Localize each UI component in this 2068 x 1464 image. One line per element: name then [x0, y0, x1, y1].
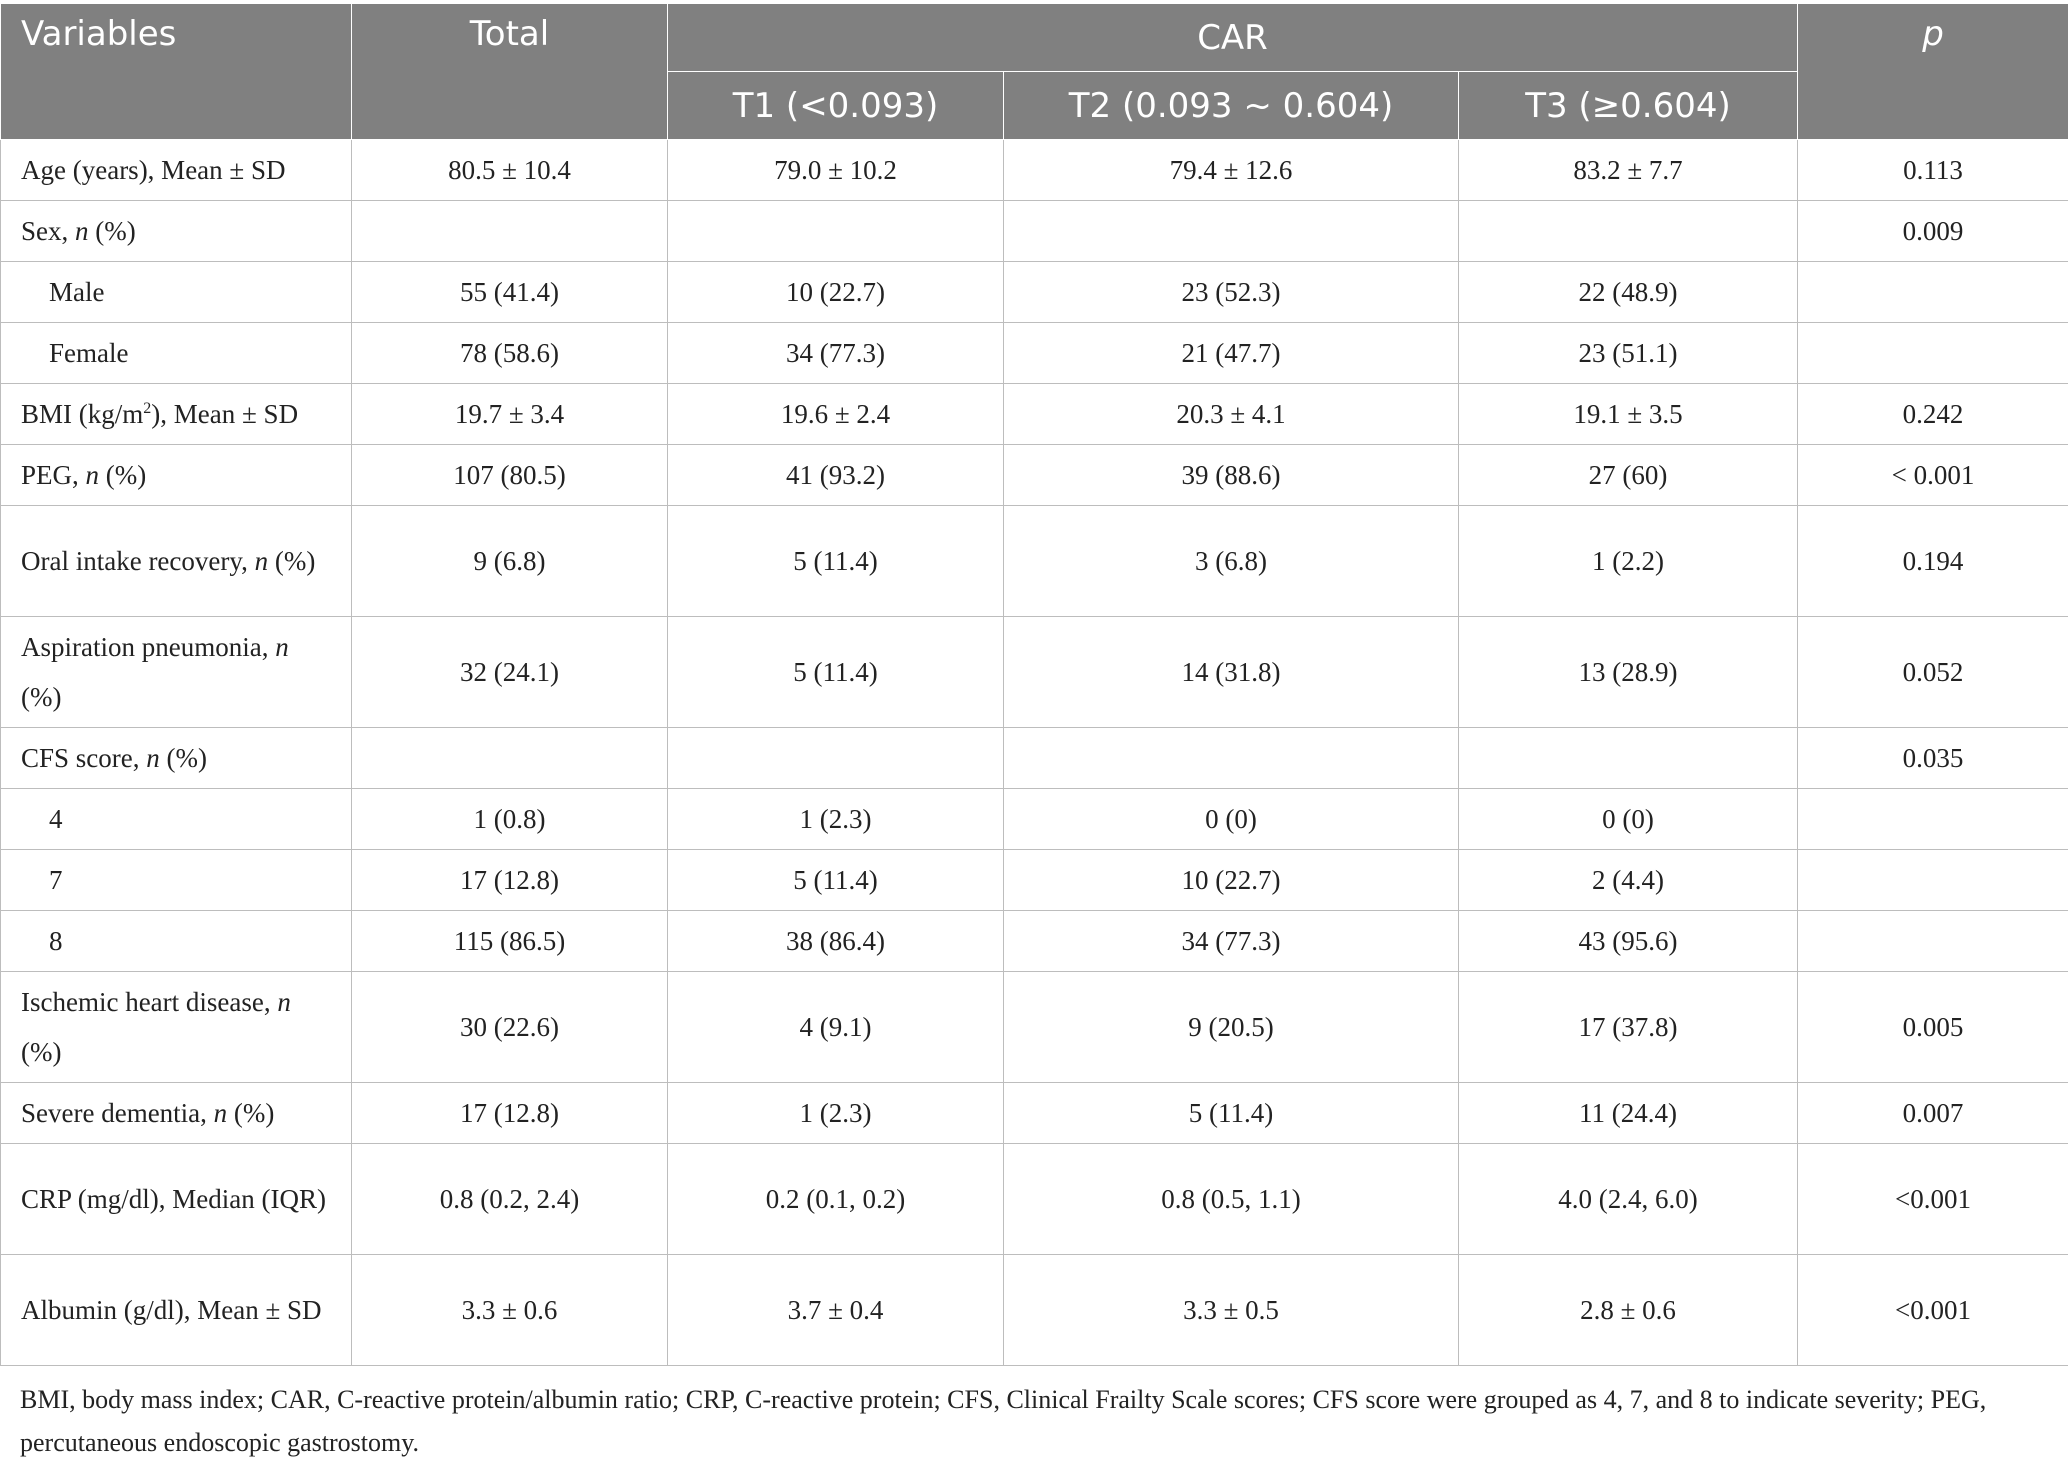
- cell-total: 9 (6.8): [352, 506, 668, 617]
- row-label: Sex, n (%): [1, 201, 352, 262]
- table-row: [1, 617, 2068, 728]
- cell-total: 55 (41.4): [352, 262, 668, 323]
- cell-t3: 2.8 ± 0.6: [1459, 1255, 1798, 1366]
- row-label: Aspiration pneumonia, n (%): [1, 617, 352, 728]
- cell-p: 0.113: [1798, 140, 2068, 201]
- cell-p: [1798, 323, 2068, 384]
- cell-t1: 0.2 (0.1, 0.2): [668, 1144, 1004, 1255]
- cell-t2: [1004, 201, 1459, 262]
- cell-t2: 5 (11.4): [1004, 1083, 1459, 1144]
- cell-total: 17 (12.8): [352, 1083, 668, 1144]
- header-p-value: p: [1798, 4, 2068, 140]
- cell-t3: 17 (37.8): [1459, 972, 1798, 1083]
- table-row: [1, 911, 2068, 972]
- row-label: 4: [1, 789, 352, 850]
- table-row: [1, 850, 2068, 911]
- cell-p: 0.052: [1798, 617, 2068, 728]
- cell-t3: 23 (51.1): [1459, 323, 1798, 384]
- cell-t3: 2 (4.4): [1459, 850, 1798, 911]
- cell-p: <0.001: [1798, 1144, 2068, 1255]
- row-label: 8: [1, 911, 352, 972]
- cell-total: 78 (58.6): [352, 323, 668, 384]
- cell-total: 30 (22.6): [352, 972, 668, 1083]
- cell-t1: 38 (86.4): [668, 911, 1004, 972]
- cell-p: 0.242: [1798, 384, 2068, 445]
- cell-t2: 3.3 ± 0.5: [1004, 1255, 1459, 1366]
- cell-p: [1798, 262, 2068, 323]
- cell-t2: 21 (47.7): [1004, 323, 1459, 384]
- cell-t2: 0 (0): [1004, 789, 1459, 850]
- cell-p: < 0.001: [1798, 445, 2068, 506]
- cell-t3: [1459, 728, 1798, 789]
- table-row: [1, 1144, 2068, 1255]
- cell-t3: [1459, 201, 1798, 262]
- cell-total: 107 (80.5): [352, 445, 668, 506]
- cell-t1: 10 (22.7): [668, 262, 1004, 323]
- cell-t2: 14 (31.8): [1004, 617, 1459, 728]
- table-row: [1, 445, 2068, 506]
- table-row: [1, 789, 2068, 850]
- cell-t3: 13 (28.9): [1459, 617, 1798, 728]
- header-t3: T3 (≥0.604): [1459, 72, 1798, 140]
- cell-p: 0.007: [1798, 1083, 2068, 1144]
- cell-p: [1798, 850, 2068, 911]
- row-label: Severe dementia, n (%): [1, 1083, 352, 1144]
- cell-t3: 11 (24.4): [1459, 1083, 1798, 1144]
- cell-t1: 34 (77.3): [668, 323, 1004, 384]
- header-variables: Variables: [1, 4, 352, 140]
- row-label: CRP (mg/dl), Median (IQR): [1, 1144, 352, 1255]
- cell-t1: 19.6 ± 2.4: [668, 384, 1004, 445]
- cell-t3: 19.1 ± 3.5: [1459, 384, 1798, 445]
- cell-t2: [1004, 728, 1459, 789]
- header-t2: T2 (0.093 ~ 0.604): [1004, 72, 1459, 140]
- cell-t1: [668, 728, 1004, 789]
- cell-total: 1 (0.8): [352, 789, 668, 850]
- cell-p: 0.009: [1798, 201, 2068, 262]
- cell-t2: 23 (52.3): [1004, 262, 1459, 323]
- row-label: Male: [1, 262, 352, 323]
- cell-total: 0.8 (0.2, 2.4): [352, 1144, 668, 1255]
- table-row: [1, 972, 2068, 1083]
- cell-t1: 1 (2.3): [668, 1083, 1004, 1144]
- cell-t1: 79.0 ± 10.2: [668, 140, 1004, 201]
- row-label: Age (years), Mean ± SD: [1, 140, 352, 201]
- cell-t1: 5 (11.4): [668, 506, 1004, 617]
- cell-t3: 43 (95.6): [1459, 911, 1798, 972]
- cell-total: 3.3 ± 0.6: [352, 1255, 668, 1366]
- cell-t2: 10 (22.7): [1004, 850, 1459, 911]
- cell-total: 19.7 ± 3.4: [352, 384, 668, 445]
- cell-p: [1798, 789, 2068, 850]
- cell-total: 17 (12.8): [352, 850, 668, 911]
- cell-t1: 4 (9.1): [668, 972, 1004, 1083]
- table-row: [1, 1083, 2068, 1144]
- cell-p: [1798, 911, 2068, 972]
- cell-t2: 9 (20.5): [1004, 972, 1459, 1083]
- cell-t1: 5 (11.4): [668, 850, 1004, 911]
- cell-t2: 3 (6.8): [1004, 506, 1459, 617]
- cell-t3: 83.2 ± 7.7: [1459, 140, 1798, 201]
- table-row: [1, 728, 2068, 789]
- table-row: [1, 140, 2068, 201]
- table-footnote: BMI, body mass index; CAR, C-reactive protein/albumin ratio; CRP, C-reactive protein; CFS, Clinical Frailty Scale scores; CFS score were grouped as 4, 7, and 8 to indicate severity; PEG, percutaneous endoscopic gastrostomy.: [20, 1378, 2050, 1464]
- table-body: [1, 140, 2068, 1366]
- characteristics-table: [0, 4, 2068, 1366]
- row-label: Albumin (g/dl), Mean ± SD: [1, 1255, 352, 1366]
- cell-t1: 1 (2.3): [668, 789, 1004, 850]
- cell-p: 0.035: [1798, 728, 2068, 789]
- header-total: Total: [352, 4, 668, 140]
- table-row: [1, 384, 2068, 445]
- cell-t3: 0 (0): [1459, 789, 1798, 850]
- cell-total: 80.5 ± 10.4: [352, 140, 668, 201]
- table-row: [1, 323, 2068, 384]
- cell-t2: 20.3 ± 4.1: [1004, 384, 1459, 445]
- table-row: [1, 1255, 2068, 1366]
- cell-t3: 1 (2.2): [1459, 506, 1798, 617]
- cell-total: [352, 728, 668, 789]
- cell-t1: [668, 201, 1004, 262]
- header-t1: T1 (<0.093): [668, 72, 1004, 140]
- cell-p: 0.194: [1798, 506, 2068, 617]
- cell-t3: 4.0 (2.4, 6.0): [1459, 1144, 1798, 1255]
- row-label: BMI $(kg/m^2)$, Mean ± SD: [1, 384, 352, 445]
- cell-total: 115 (86.5): [352, 911, 668, 972]
- header-car-group: CAR: [668, 4, 1798, 72]
- row-label: Ischemic heart disease, n (%): [1, 972, 352, 1083]
- row-label: Oral intake recovery, n (%): [1, 506, 352, 617]
- cell-t1: 3.7 ± 0.4: [668, 1255, 1004, 1366]
- cell-total: [352, 201, 668, 262]
- table-header: [1, 4, 2068, 140]
- row-label: PEG, n (%): [1, 445, 352, 506]
- cell-t2: 0.8 (0.5, 1.1): [1004, 1144, 1459, 1255]
- table-row: [1, 201, 2068, 262]
- cell-t1: 5 (11.4): [668, 617, 1004, 728]
- cell-t2: 79.4 ± 12.6: [1004, 140, 1459, 201]
- row-label: 7: [1, 850, 352, 911]
- table-row: [1, 262, 2068, 323]
- cell-p: <0.001: [1798, 1255, 2068, 1366]
- cell-t3: 22 (48.9): [1459, 262, 1798, 323]
- row-label: Female: [1, 323, 352, 384]
- cell-t1: 41 (93.2): [668, 445, 1004, 506]
- cell-p: 0.005: [1798, 972, 2068, 1083]
- row-label: CFS score, n (%): [1, 728, 352, 789]
- cell-t2: 39 (88.6): [1004, 445, 1459, 506]
- cell-t2: 34 (77.3): [1004, 911, 1459, 972]
- cell-t3: 27 (60): [1459, 445, 1798, 506]
- cell-total: 32 (24.1): [352, 617, 668, 728]
- table-row: [1, 506, 2068, 617]
